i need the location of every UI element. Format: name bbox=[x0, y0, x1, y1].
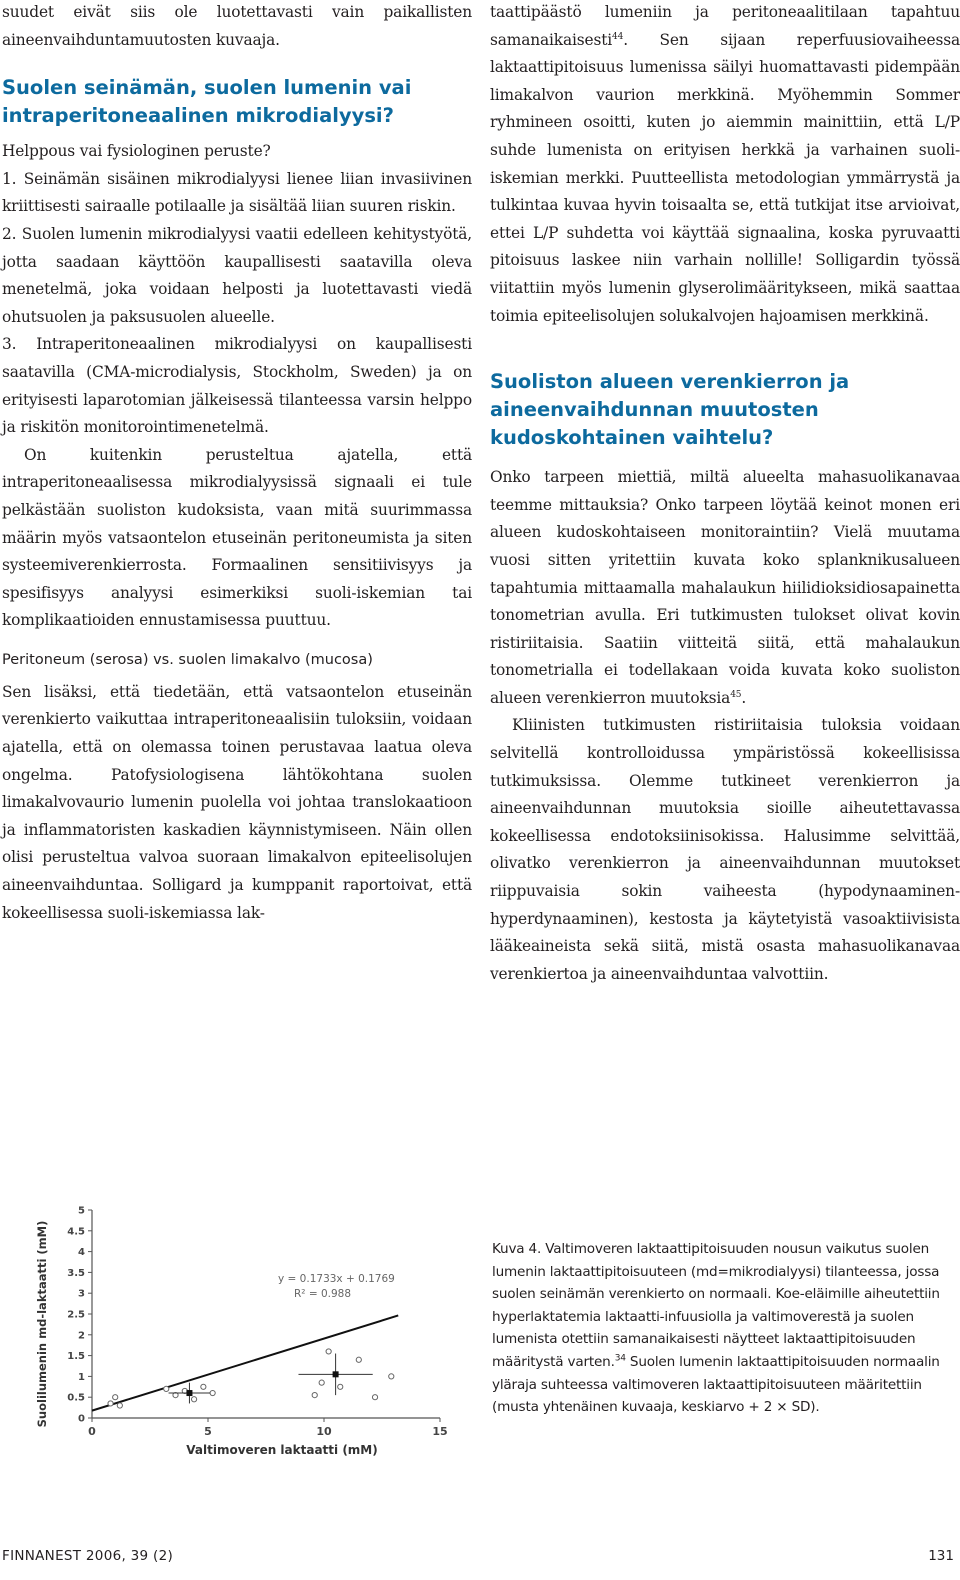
y-tick-label: 1 bbox=[78, 1371, 85, 1383]
scatter-plot bbox=[20, 1196, 460, 1466]
reference-45: 45 bbox=[730, 689, 742, 700]
data-point bbox=[312, 1393, 317, 1398]
x-tick-label: 5 bbox=[204, 1425, 212, 1438]
x-axis-label: Valtimoveren laktaatti (mM) bbox=[186, 1443, 378, 1457]
y-tick-label: 0 bbox=[78, 1413, 85, 1425]
paragraph-continuation bbox=[490, 0, 960, 330]
section-heading-circulation: Suoliston alueen verenkierron ja aineenvaihdunnan muutosten kudoskohtainen vaihtelu? bbox=[490, 370, 850, 450]
continuation-text-a: taattipäästö lumeniin ja peritoneaalitilaan tapahtuu samanaikaisesti bbox=[490, 3, 960, 49]
y-tick-labels bbox=[67, 1206, 92, 1425]
onko-text-a: Onko tarpeen miettiä, miltä alueelta mahasuolikanavaa teemme mittauksia? Onko tarpeen löytää keinot monen eri alueen kudoskohtaiseen monitoraintiin? Vielä muutama vuosi sitten yritettiin kuvata koko splanknikusalueen tapahtumia mittaamalla mahalaukun hiilidioksidiosapainetta tonometrian avulla. Eri tutkimusten tulokset olivat kovin ristiriitaisia. Saatiin viitteitä siitä, että mahalaukun tonometrialla ei todellakaan voida kuvata koko suoliston alueen verenkierron muutoksia bbox=[490, 468, 960, 707]
paragraph-intro: suudet eivät siis ole luotettavasti vain paikallisten aineenvaihduntamuutosten kuvaaja. bbox=[2, 3, 472, 49]
mean-point bbox=[186, 1390, 192, 1396]
paragraph-question: Helppous vai fysiologinen peruste? bbox=[2, 142, 271, 161]
paragraph-onko bbox=[490, 464, 960, 712]
data-point bbox=[117, 1403, 122, 1408]
right-column bbox=[490, 0, 960, 988]
reference-34: 34 bbox=[614, 1353, 626, 1364]
data-point bbox=[356, 1357, 361, 1362]
list-item: 2. Suolen lumenin mikrodialyysi vaatii edelleen kehitystyötä, jotta saadaan käyttöön kaupallisesti saatavilla oleva menetelmä, joka voidaan helposti ja luotettavasti viedä ohutsuolen ja paksusuolen alueelle. bbox=[2, 224, 472, 326]
data-point bbox=[389, 1374, 394, 1379]
data-point bbox=[191, 1397, 196, 1402]
x-tick-labels bbox=[88, 1418, 447, 1438]
caption-text-a: Kuva 4. Valtimoveren laktaattipitoisuuden nousun vaikutus suolen lumenin laktaattipitoisuuteen (md=mikrodialyysi) tilanteessa, jossa suolen seinämän verenkierto on normaali. Koe-eläimille aiheutettiin hyperlaktatemia laktaatti-infuusiolla ja valtimoverestä ja suolen lumenista otettiin samanaikaisesti näytteet laktaattipitoisuuden määritystä varten. bbox=[492, 1241, 940, 1370]
onko-text-b: . bbox=[741, 688, 747, 707]
paragraph-however: On kuitenkin perusteltua ajatella, että intraperitoneaalisessa mikrodialyysissä signaali ei tule pelkästään suoliston kudoksista, vaan mitä suurimmassa määrin myös vatsaontelon etuseinän peritoneumista ja siten systeemiverenkierrosta. Formaalinen sensitiivisyys ja spesifisyys analyysi esimerkiksi suoli-iskemian tai komplikaatioiden ennustamisessa puuttuu. bbox=[2, 445, 472, 630]
figure-caption bbox=[492, 1238, 952, 1419]
reference-44: 44 bbox=[612, 31, 624, 42]
footer-journal: FINNANEST 2006, 39 (2) bbox=[2, 1548, 174, 1564]
footer-page-number: 131 bbox=[928, 1548, 954, 1564]
y-tick-label: 5 bbox=[78, 1205, 85, 1217]
section-heading-microdialysis: Suolen seinämän, suolen lumenin vai intraperitoneaalinen mikrodialyysi? bbox=[2, 76, 412, 128]
mean-point bbox=[333, 1371, 339, 1377]
chart-axes bbox=[92, 1210, 440, 1418]
y-tick-label: 0.5 bbox=[67, 1392, 85, 1404]
data-point bbox=[210, 1390, 215, 1395]
data-point bbox=[164, 1386, 169, 1391]
data-point bbox=[108, 1401, 113, 1406]
paragraph-clinical: Kliinisten tutkimusten ristiriitaisia tuloksia voidaan selvitellä kontrolloidussa ympäristössä kokeellisissa tutkimuksissa. Olemme tutkineet verenkierron ja aineenvaihdunnan muutoksia sioille aiheutettavassa kokeellisessa endotoksiinisokissa. Halusimme selvittää, olivatko verenkierron ja aineenvaihdunnan muutokset riippuvaisia sokin vaiheesta (hypodynaaminen-hyperdynaaminen), kestosta ja käytetyistä vasoaktiivisista lääkeaineista sekä siitä, mistä osasta mahasuolikanavaa verenkiertoa ja aineenvaihduntaa valvottiin. bbox=[490, 716, 960, 983]
data-point bbox=[201, 1384, 206, 1389]
x-tick-label: 15 bbox=[432, 1425, 448, 1438]
figure-4-chart bbox=[20, 1196, 460, 1466]
data-point bbox=[113, 1395, 118, 1400]
caption-text-b: Suolen lumenin laktaattipitoisuuden normaalin yläraja suhteessa valtimoveren laktaattipitoisuuteen määritettiin (musta yhtenäinen kuvaaja, keskiarvo + 2 × SD). bbox=[492, 1353, 940, 1416]
y-tick-label: 3 bbox=[78, 1288, 85, 1300]
regression-equation: y = 0.1733x + 0.1769 bbox=[278, 1273, 395, 1285]
subheading-peritoneum: Peritoneum (serosa) vs. suolen limakalvo (mucosa) bbox=[2, 651, 373, 668]
continuation-text-b: . Sen sijaan reperfuusiovaiheessa laktaattipitoisuus lumenissa säilyi huomattavasti pidempään limakalvon vaurion merkkinä. Myöhemmin Sommer ryhmineen osoitti, kuten jo aiemmin mainittiin, että L/P suhde lumenista on erityisen herkkä ja varhainen suoli-iskemian merkki. Puutteellista metodologian ymmärrystä ja tulkintaa kuvaa hyvin toisaalta se, että tutkijat itse arvioivat, ettei L/P suhdetta voi käyttää signaalina, koska pyruvaatti pitoisuus laskee niin varhain nollille! Solligardin työssä viitattiin myös lumenin glyserolimääritykseen, mikä saattaa toimia epiteelisolujen solukalvojen hajoamisen merkkinä. bbox=[490, 30, 960, 325]
data-point bbox=[372, 1395, 377, 1400]
chart-marks bbox=[92, 1315, 398, 1410]
y-tick-label: 4.5 bbox=[67, 1226, 85, 1238]
r-squared: R² = 0.988 bbox=[294, 1288, 352, 1300]
y-tick-label: 3.5 bbox=[67, 1267, 85, 1279]
left-column bbox=[2, 0, 472, 927]
x-tick-label: 0 bbox=[88, 1425, 96, 1438]
data-point bbox=[326, 1349, 331, 1354]
y-axis-label: Suolilumenin md-laktaatti (mM) bbox=[35, 1220, 49, 1428]
y-tick-label: 1.5 bbox=[67, 1351, 85, 1363]
numbered-list bbox=[2, 166, 472, 442]
y-tick-label: 2 bbox=[78, 1330, 85, 1342]
data-point bbox=[338, 1384, 343, 1389]
data-point bbox=[319, 1380, 324, 1385]
list-item: 3. Intraperitoneaalinen mikrodialyysi on kaupallisesti saatavilla (CMA-microdialysis, Stockholm, Sweden) ja on erityisesti laparotomian jälkeisessä tilanteessa varsin helppo ja riskitön monitorointimenetelmä. bbox=[2, 335, 472, 437]
x-tick-label: 10 bbox=[316, 1425, 332, 1438]
paragraph-addition: Sen lisäksi, että tiedetään, että vatsaontelon etuseinän verenkierto vaikuttaa intraperitoneaalisiin tuloksiin, voidaan ajatella, että on olemassa toinen perustavaa laatua oleva ongelma. Patofysiologisena lähtökohtana suolen limakalvovaurio lumenin puolella voi johtaa translokaatioon ja inflammatoristen kaskadien käynnistymiseen. Näin ollen olisi perusteltua valvoa suoraan limakalvon epiteelisolujen aineenvaihduntaa. Solligard ja kumppanit raportoivat, että kokeellisessa suoli-iskemiassa lak- bbox=[2, 682, 472, 922]
y-tick-label: 4 bbox=[78, 1247, 85, 1259]
y-tick-label: 2.5 bbox=[67, 1309, 85, 1321]
regression-line bbox=[92, 1315, 398, 1410]
list-item: 1. Seinämän sisäinen mikrodialyysi lienee liian invasiivinen kriittisesti sairaalle potilaalle ja sisältää liian suuren riskin. bbox=[2, 169, 472, 216]
